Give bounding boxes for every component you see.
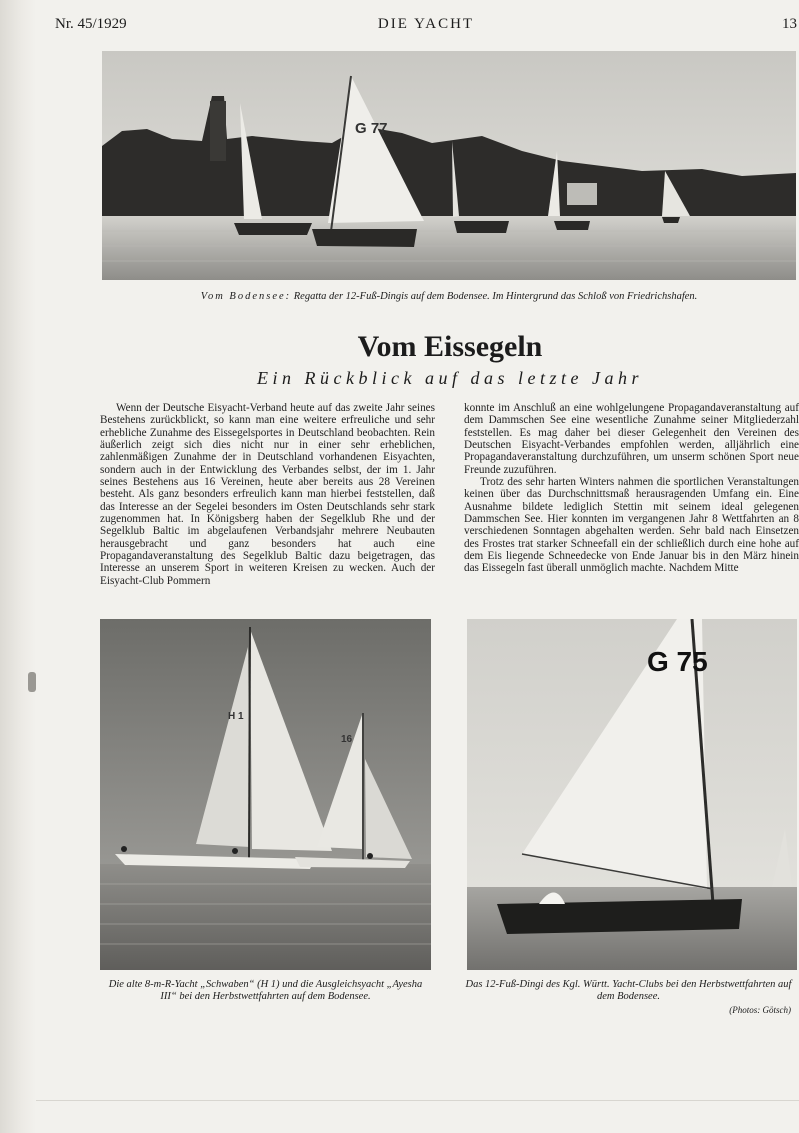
photo-credit: (Photos: Götsch) <box>729 1005 791 1015</box>
top-sail-number: G 77 <box>355 120 388 137</box>
page-number: 13 <box>782 16 797 32</box>
caption-text: Regatta der 12-Fuß-Dingis auf dem Bodensee. Im Hintergrund das Schloß von Friedrichshafen. <box>293 291 698 302</box>
top-photo-image <box>102 51 796 280</box>
top-photo-regatta <box>102 51 796 280</box>
photo-dingi-g75 <box>467 619 797 970</box>
binding-mark <box>28 672 36 692</box>
photo-right-image <box>467 619 797 970</box>
photo-left-image <box>100 619 431 970</box>
magazine-title: DIE YACHT <box>377 16 475 32</box>
page-binding-shadow <box>0 0 36 1133</box>
article-title: Vom Eissegeln <box>357 330 543 363</box>
paragraph: Trotz des sehr harten Winters nahmen die sportlichen Veranstaltungen keinen über das Durchschnittsmaß herausragenden Umfang ein. Eine Ausnahme bildete lediglich Stettin mit seinem ideal gelegenen Dammschen See. Hier konnten im vergangenen Jahr 8 Wettfahrten an 8 verschiedenen Sonntagen abgehalten werden. Sehr bald nach Einsetzen des Frostes trat starker Schneefall ein der schließlich durch eine hohe auf dem Eis liegende Schneedecke von Ende Januar bis in den März hinein das Eissegeln fast überall unmöglich machte. Nachdem Mitte <box>464 476 799 575</box>
photo-left-caption: Die alte 8-m-R-Yacht „Schwaben“ (H 1) und die Ausgleichsyacht „Ayesha III“ bei den Herbstwettfahrten auf dem Bodensee. <box>108 979 423 1002</box>
paragraph: konnte im Anschluß an eine wohlgelungene Propagandaveranstaltung auf dem Dammschen See eine wesentliche Zunahme seiner Mitgliederzahl feststellen. Es mag daher bei dieser Gelegenheit den Vereinen des Deutschen Eisyacht-Verbandes empfohlen werden, alljährlich eine Propagandaveranstaltung durchzuführen, um unserm schönen Sport neue Freunde zuzuführen. <box>464 402 799 476</box>
top-photo-caption <box>102 291 796 303</box>
photo-right-caption: Das 12-Fuß-Dingi des Kgl. Württ. Yacht-Clubs bei den Herbstwettfahrten auf dem Bodensee. <box>465 979 792 1002</box>
sail-number-g75: G 75 <box>647 646 708 677</box>
issue-number: Nr. 45/1929 <box>55 16 127 32</box>
page-header <box>55 16 797 36</box>
photo-schwaben-ayesha <box>100 619 431 970</box>
article-subtitle: Ein Rückblick auf das letzte Jahr <box>257 368 643 388</box>
sail-number-h1: H 1 <box>228 711 244 722</box>
bottom-rule <box>36 1100 799 1101</box>
caption-place: Vom Bodensee: <box>200 291 292 302</box>
paragraph: Wenn der Deutsche Eisyacht-Verband heute auf das zweite Jahr seines Bestehens zurückblickt, so kann man eine weitere erfreuliche und sehr erhebliche Zunahme des Eissegelsportes in Deutschland beobachten. Rein äußerlich zeigt sich dies nicht nur in einer sehr erheblichen, zahlenmäßigen Zunahme der in Deutschland vorhandenen Eisyachten, sondern auch in der Entwicklung des Verbandes selbst, der im 1. Jahr seines Bestehens aus 16 Vereinen, heute aber bereits aus 28 Vereinen besteht. Als ganz besonders erfreulich kann man hierbei feststellen, daß das Interesse an der Segelei besonders im Osten Deutschlands sehr stark zugenommen hat. In Königsberg haben der Segelklub Rhe und der Segelklub Baltic im abgelaufenen Verbandsjahr mehrere Neubauten herausgebracht und ganz besonders hat auch eine Propagandaveranstaltung des Segelklub Baltic dazu beigetragen, das Interesse an unserem Sport in weiteren Kreisen zu wecken. Auch der Eisyacht-Club Pommern <box>100 402 435 587</box>
article-column-right <box>464 402 799 575</box>
sail-number-16: 16 <box>341 734 353 745</box>
article-column-left <box>100 402 435 587</box>
